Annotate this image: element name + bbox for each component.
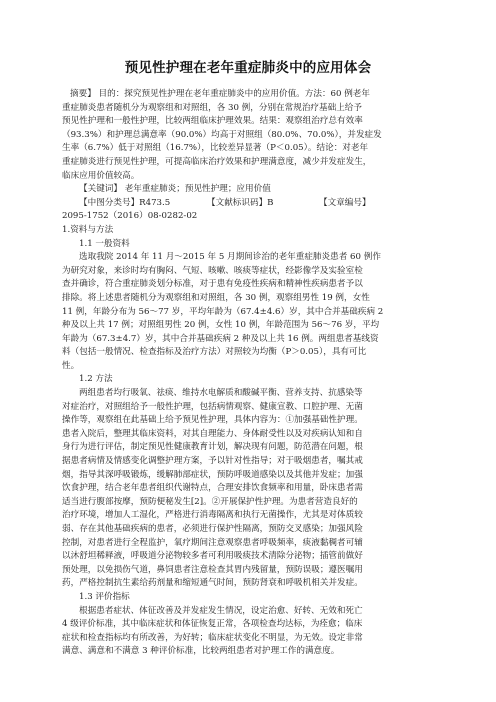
paper-body [62,88,446,659]
paragraph-line: 查并确诊，符合重症肺炎划分标准，对于患有免疫性疾病和精神性疾病患者予以 [62,279,363,290]
paragraph-line: 为研究对象，来诊时均有胸闷、气短、咳嗽、咳痰等症状，经影像学及实验室检 [62,265,363,276]
paragraph-line: 根据患者症状、体征改善及并发症发生情况，设定治愈、好转、无效和死亡 [79,605,363,616]
section-evaluation [62,605,446,659]
paragraph-line: 弱、存在其他基础疾病的患者，必须进行保护性隔离，预防交叉感染；加强风险 [62,524,363,534]
paragraph-line: 身行为进行评估，制定预见性健康教育计划，解决现有问题，防范潜在问题，根 [62,442,363,453]
paragraph-line: 11 例，年龄分布为 56～77 岁，平均年龄为（67.4±4.6）岁，其中合并基础疾病 2 [62,306,384,317]
abstract [62,88,446,183]
paragraph-line: 料（包括一般情况、检查指标及治疗方法）对照较为均衡（P＞0.05），具有可比 [62,347,367,358]
paragraph-line: 4 级评价标准，其中临床症状和体征恢复正常，各项检查均达标，为痊愈；临床 [62,619,363,630]
paragraph-line: 满意、满意和不满意 3 种评价标准，比较两组患者对护理工作的满意度。 [62,646,340,657]
subsection-heading: 1.3 评价指标 [79,591,130,602]
subsection-heading: 1.1 一般资料 [79,238,130,249]
paragraph-line: 种及以上共 17 例；对照组男性 20 例，女性 10 例，年龄范围为 56～76 岁，平均 [62,320,380,331]
paragraph-line: 控制，对患者进行全程监护，氧疗期间注意观察患者呼吸频率，痰液黏稠者可辅 [62,537,363,548]
section-heading: 1.资料与方法 [62,224,114,235]
meta-row [62,197,446,211]
keywords: 【关键词】 老年重症肺炎；预见性护理；应用价值 [79,184,271,195]
article-no-label: 【文章编号】 [319,197,371,208]
paragraph-line: 性。 [62,360,80,371]
abstract-line: 重症肺炎进行预见性护理，可提高临床治疗效果和护理满意度，减少并发症发生， [62,156,372,167]
paragraph-line: 症状和检查指标均有所改善，为好转；临床症状变化不明显，为无效。设定非常 [62,632,363,643]
paragraph-line: 年龄为（67.3±4.7）岁，其中合并基础疾病 2 种及以上共 16 例。两组患者基线资 [62,333,379,344]
paragraph-line: 药，严格控制抗生素给药剂量和缩短通气时间，预防肾衰和呼吸机相关并发症。 [62,578,363,589]
abstract-line: 摘要】 目的：探究预见性护理在老年重症肺炎中的应用价值。方法：60 例老年 [70,89,370,99]
paragraph-line: 患者入院后，整理其临床资料，对其自理能力、身体耐受性以及对疾病认知和自 [62,428,363,439]
subsection-heading: 1.2 方法 [79,374,113,385]
paragraph-line: 以沐舒坦稀释液，呼吸道分泌物较多者可利用吸痰技术清除分泌物；插管前做好 [62,551,363,562]
abstract-line: 重症肺炎患者随机分为观察组和对照组，各 30 例，分别在常规治疗基础上给予 [62,102,362,113]
paragraph-line: 据患者病情及情感变化调整护理方案，予以针对性指导；对于吸烟患者，嘱其戒 [62,456,363,467]
clc-code: 【中图分类号】R473.5 [79,197,171,208]
paragraph-line: 操作等，观察组在此基础上给予预见性护理，具体内容为：①加强基础性护理。 [62,415,363,426]
paper-title: 预见性护理在老年重症肺炎中的应用体会 [124,60,372,76]
paragraph-line: 排除。将上述患者随机分为观察组和对照组，各 30 例，观察组男性 19 例，女性 [62,292,370,303]
article-number: 2095-1752（2016）08-0282-02 [62,211,198,222]
section-methods [62,387,446,591]
paragraph-line: 预处理，以免损伤气道，鼻饲患者注意检查其胃内残留量，预防误吸；遵医嘱用 [62,564,363,575]
paragraph-line: 对症治疗，对照组给予一般性护理，包括病情观察、健康宣教、口腔护理、无菌 [62,401,363,412]
doc-code: 【文献标识码】B [207,197,274,208]
abstract-line: 生率（6.7%）低于对照组（16.7%），比较差异显著（P＜0.05）。结论：对老年 [62,143,369,154]
paragraph-line: 适当进行腹部按摩，预防便秘发生[2]。②开展保护性护理。为患者营造良好的 [62,496,358,507]
paragraph-line: 选取我院 2014 年 11 月～2015 年 5 月期间诊治的老年重症肺炎患者 60 例作 [79,252,381,263]
section-general-data [62,251,446,373]
abstract-line: 预见性护理和一般性护理，比较两组临床护理效果。结果：观察组治疗总有效率 [62,116,363,127]
paragraph-line: 治疗环境，增加人工湿化，严格进行消毒隔离和执行无菌操作，尤其是对体质较 [62,510,363,521]
abstract-line: 临床应用价值较高。 [62,170,140,181]
paragraph-line: 两组患者均行吸氧、祛痰、维持水电解质和酸碱平衡、营养支持、抗感染等 [79,388,363,399]
paragraph-line: 烟，指导其深呼吸锻炼，缓解肺部症状，预防呼吸道感染以及其他并发症；加强 [62,469,363,480]
paragraph-line: 饮食护理，结合老年患者组织代谢特点，合理安排饮食频率和用量，卧床患者需 [62,483,363,494]
abstract-line: （93.3%）和护理总满意率（90.0%）均高于对照组（80.0%、70.0%），并发症发 [62,129,382,140]
